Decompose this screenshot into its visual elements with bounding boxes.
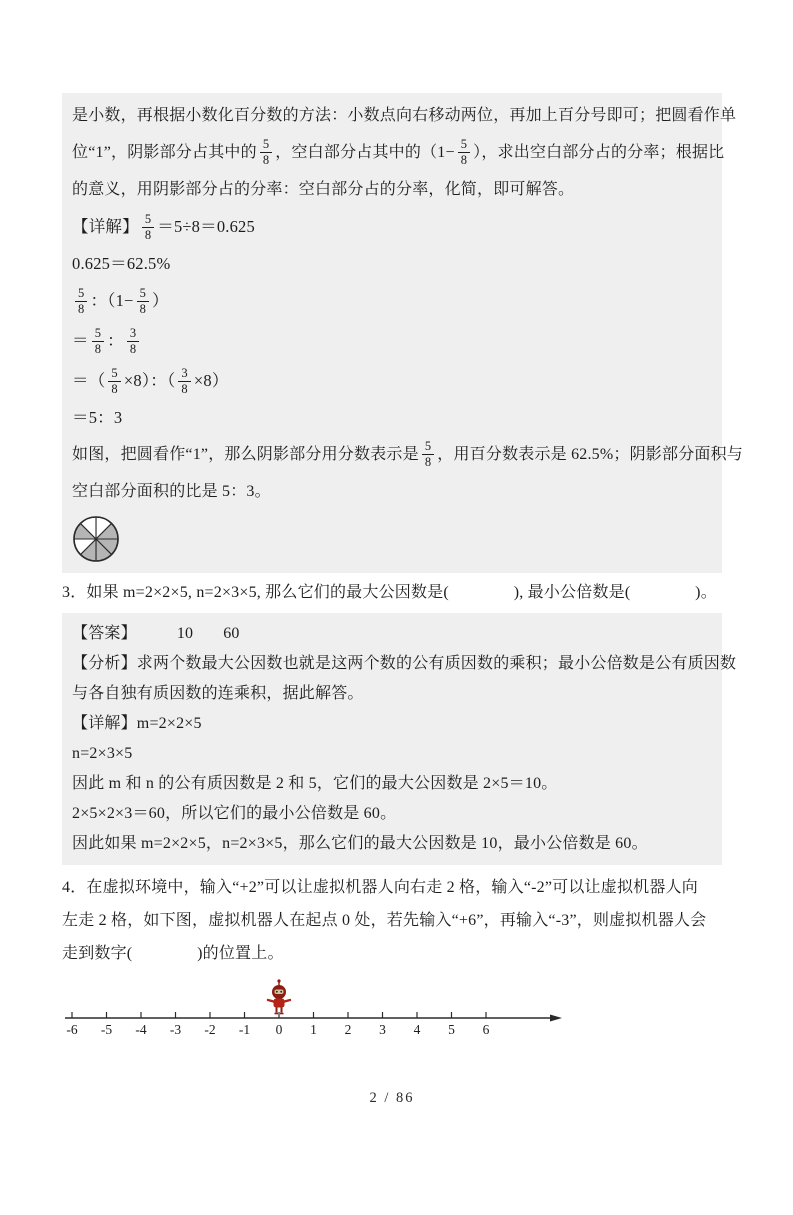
conclusion-line: 空白部分面积的比是 5：3。 — [72, 483, 271, 500]
page-number — [62, 1090, 722, 1107]
fraction: $\frac{5}{8}$ — [142, 212, 154, 243]
conclusion-line: 如图，把圆看作“1”，那么阴影部分用分数表示是 $\frac{5}{8}$ ，用百分数表示是 62.5%；阴影部分面积与 — [72, 439, 743, 469]
arrow-right-icon — [550, 1015, 562, 1022]
analysis-line: 【分析】求两个数最大公因数也就是这两个数的公有质因数的乘积；最小公倍数是公有质因数 — [72, 655, 737, 672]
tick-label: 5 — [448, 1022, 455, 1037]
answer-value: 60 — [223, 625, 240, 642]
page-number-text: 2 / 86 — [369, 1090, 415, 1106]
analysis-line: 的意义，用阴影部分占的分率：空白部分占的分率，化简，即可解答。 — [72, 181, 575, 198]
solution-line: ＝（ $\frac{5}{8}$ ×8）：（ $\frac{3}{8}$ ×8） — [72, 365, 229, 396]
fraction: $\frac{5}{8}$ — [75, 286, 87, 317]
tick-label: 0 — [275, 1022, 283, 1037]
number-line-svg — [62, 978, 574, 1040]
fraction: $\frac{3}{8}$ — [127, 326, 139, 357]
tick-label: -5 — [100, 1022, 113, 1037]
analysis-line: 是小数，再根据小数化百分数的方法：小数点向右移动两位，再加上百分号即可；把圆看作单 — [72, 107, 737, 124]
solution-line: 【详解】 $\frac{5}{8}$ ＝5÷8＝0.625 — [72, 211, 255, 242]
solution-line: $\frac{5}{8}$ ：（1− $\frac{5}{8}$ ） — [72, 281, 712, 321]
conclusion-line: 因此如果 m=2×2×5，n=2×3×5，那么它们的最大公因数是 10，最小公倍数是 60。 — [72, 835, 648, 852]
solution-line: n=2×3×5 — [72, 745, 133, 762]
number-line-figure — [62, 978, 722, 1042]
solution-line: 2×5×2×3＝60，所以它们的最小公倍数是 60。 — [72, 805, 397, 822]
fraction: $\frac{5}{8}$ — [260, 137, 272, 168]
question-3-text: 3．如果 m=2×2×5, n=2×3×5, 那么它们的最大公因数是( ), 最小公倍数是( )。 — [62, 584, 717, 601]
answer-line — [72, 619, 712, 649]
analysis-line: 与各自独有质因数的连乘积，据此解答。 — [72, 685, 364, 702]
tick-label: -3 — [169, 1022, 182, 1037]
document-page — [0, 93, 793, 1215]
answer-value: 10 — [176, 625, 194, 642]
robot-icon — [268, 979, 290, 1013]
solution-line: 0.625＝62.5% — [72, 254, 171, 273]
analysis-line: 位“1”，阴影部分占其中的 $\frac{5}{8}$ ，空白部分占其中的（1− $\frac{5}{8}$ ），求出空白部分占的分率；根据比 — [72, 137, 725, 167]
answer-label: 【答案】 — [72, 625, 137, 642]
fraction: $\frac{5}{8}$ — [422, 439, 434, 470]
tick-label: 2 — [344, 1022, 352, 1037]
tick-label: 6 — [482, 1022, 490, 1037]
fraction: $\frac{3}{8}$ — [178, 366, 190, 397]
fraction: $\frac{5}{8}$ — [108, 366, 120, 397]
tick-label: 3 — [379, 1022, 386, 1037]
tick-label: -2 — [204, 1022, 216, 1037]
question-4-text — [62, 871, 722, 970]
answer-explanation-block-q2 — [62, 93, 743, 573]
tick-label: -6 — [66, 1022, 78, 1037]
question-line: 左走 2 格，如下图，虚拟机器人在起点 0 处，若先输入“+6”，再输入“-3”，则虚拟机器人会 — [62, 912, 707, 929]
solution-line: ＝ $\frac{5}{8}$ ： $\frac{3}{8}$ — [72, 321, 712, 361]
solution-line: 【详解】m=2×2×5 — [72, 715, 202, 732]
fraction: $\frac{5}{8}$ — [92, 326, 104, 357]
question-line: 4．在虚拟环境中，输入“+2”可以让虚拟机器人向右走 2 格，输入“-2”可以让虚拟机器人向 — [62, 879, 698, 896]
question-line: 走到数字( )的位置上。 — [62, 945, 284, 962]
answer-explanation-block-q3 — [62, 613, 737, 865]
fraction: $\frac{5}{8}$ — [458, 137, 470, 168]
circle-fraction-figure — [72, 515, 712, 567]
tick-label: -1 — [238, 1022, 251, 1037]
solution-line: ＝5：3 — [72, 408, 123, 427]
tick-label: -4 — [135, 1022, 147, 1037]
tick-label: 1 — [310, 1022, 317, 1037]
fraction: $\frac{5}{8}$ — [137, 286, 149, 317]
solution-line: 因此 m 和 n 的公有质因数是 2 和 5，它们的最大公因数是 2×5＝10。 — [72, 775, 558, 792]
pie-circle-image — [72, 515, 120, 563]
tick-label: 4 — [413, 1022, 421, 1037]
